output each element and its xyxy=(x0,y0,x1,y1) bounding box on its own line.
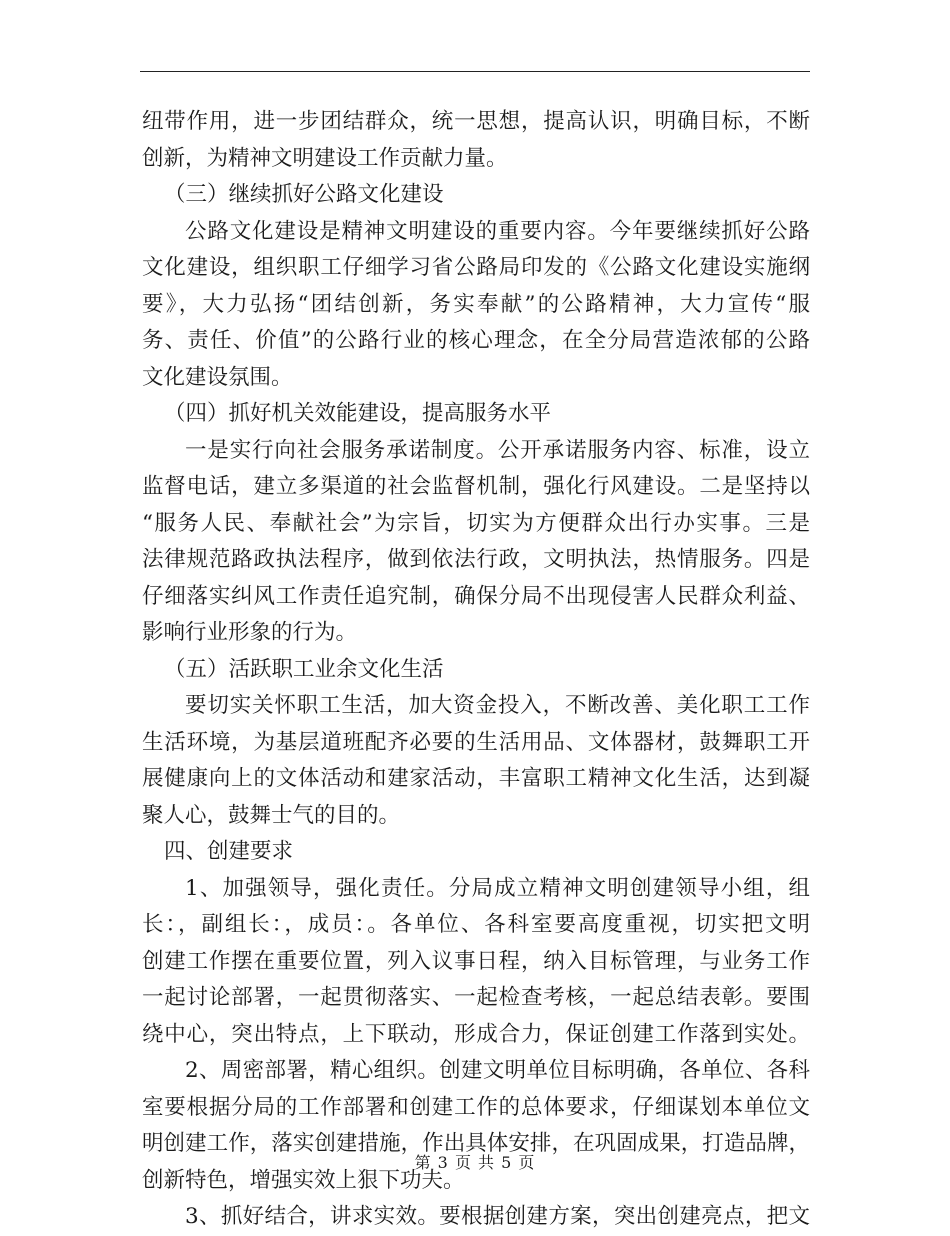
text-line: 2、周密部署，精心组织。创建文明单位目标明确，各单位、各科 xyxy=(185,1058,810,1083)
text-line: 纽带作用，进一步团结群众，统一思想，提高认识，明确目标，不断 xyxy=(142,109,810,134)
paragraph xyxy=(142,433,810,652)
text-line: 创新特色，增强实效上狠下功夫。 xyxy=(142,1167,465,1193)
text-line: 一起讨论部署，一起贯彻落实、一起检查考核，一起总结表彰。要围 xyxy=(142,985,810,1010)
text-line: 长：，副组长：，成员：。各单位、各科室要高度重视，切实把文明 xyxy=(142,912,810,937)
text-line: 要》，大力弘扬“团结创新，务实奉献”的公路精神，大力宣传“服 xyxy=(142,291,810,317)
document-body xyxy=(142,104,810,1236)
text-line: 监督电话，建立多渠道的社会监督机制，强化行风建设。二是坚持以 xyxy=(142,474,810,499)
text-line: “服务人民、奉献社会”为宗旨，切实为方便群众出行办实事。三是 xyxy=(142,510,810,536)
text-line: 展健康向上的文体活动和建家活动，丰富职工精神文化生活，达到凝 xyxy=(142,766,810,791)
text-line: 文化建设，组织职工仔细学习省公路局印发的《公路文化建设实施纲 xyxy=(142,255,810,280)
text-line: 文化建设氛围。 xyxy=(142,364,293,390)
section-heading: 四、创建要求 xyxy=(164,839,294,864)
subheading-three: （三）继续抓好公路文化建设 xyxy=(164,182,444,207)
page-number: 第 3 页 共 5 页 xyxy=(414,1153,536,1172)
subheading-five: （五）活跃职工业余文化生活 xyxy=(164,656,444,682)
text-line: 公路文化建设是精神文明建设的重要内容。今年要继续抓好公路 xyxy=(185,218,810,244)
text-line: 务、责任、价值”的公路行业的核心理念，在全分局营造浓郁的公路 xyxy=(142,328,810,353)
text-line: 法律规范路政执法程序，做到依法行政，文明执法，热情服务。四是 xyxy=(142,547,810,572)
paragraph xyxy=(142,1053,810,1199)
text-line: 绕中心，突出特点，上下联动，形成合力，保证创建工作落到实处。 xyxy=(142,1021,810,1047)
text-line: 生活环境，为基层道班配齐必要的生活用品、文体器材，鼓舞职工开 xyxy=(142,729,810,755)
text-line: 室要根据分局的工作部署和创建工作的总体要求，仔细谋划本单位文 xyxy=(142,1094,810,1120)
paragraph-continuation xyxy=(142,104,810,177)
text-line: 聚人心，鼓舞士气的目的。 xyxy=(142,802,401,828)
text-line: 创新，为精神文明建设工作贡献力量。 xyxy=(142,145,508,171)
text-line: 要切实关怀职工生活，加大资金投入，不断改善、美化职工工作 xyxy=(185,693,810,718)
paragraph xyxy=(142,1199,810,1236)
header-rule xyxy=(140,71,810,72)
text-line: 影响行业形象的行为。 xyxy=(142,620,358,645)
text-line: 一是实行向社会服务承诺制度。公开承诺服务内容、标准，设立 xyxy=(185,437,810,463)
text-line: 仔细落实纠风工作责任追究制，确保分局不出现侵害人民群众利益、 xyxy=(142,583,810,609)
subheading-four: （四）抓好机关效能建设，提高服务水平 xyxy=(164,401,552,426)
text-line: 创建工作摆在重要位置，列入议事日程，纳入目标管理，与业务工作 xyxy=(142,948,810,974)
text-line: 明创建工作，落实创建措施，作出具体安排，在巩固成果，打造品牌， xyxy=(142,1131,810,1156)
paragraph xyxy=(142,214,810,397)
text-line: 3、抓好结合，讲求实效。要根据创建方案，突出创建亮点，把文 xyxy=(185,1204,810,1229)
paragraph xyxy=(142,688,810,834)
paragraph xyxy=(142,871,810,1054)
text-line: 1、加强领导，强化责任。分局成立精神文明创建领导小组，组 xyxy=(185,875,810,901)
